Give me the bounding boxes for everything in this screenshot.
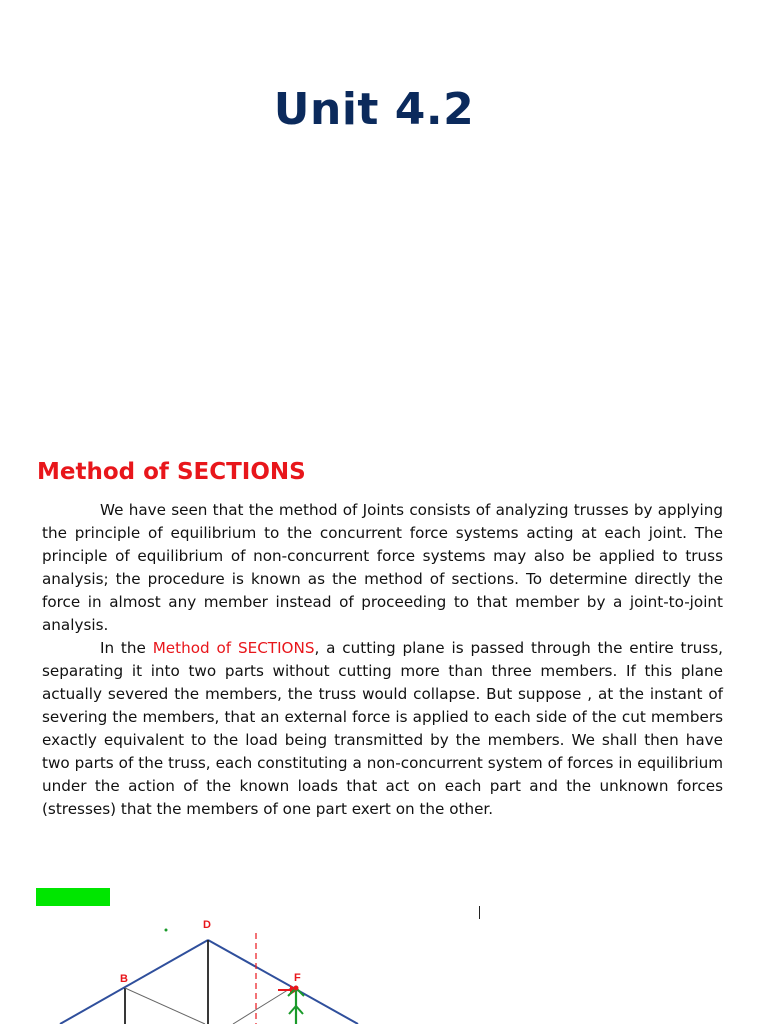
label-f: F [294, 972, 301, 984]
top-chord-left [60, 940, 208, 1024]
paragraph-joints: We have seen that the method of Joints consists of analyzing trusses by applying the principle of equilibrium to the concurrent force systems acting at each joint. The principle of equilibrium of non-concurrent force systems may also be applied to truss analysis; the procedure is known as the method of sections. To determine directly the force in almost any member instead of proceeding to that member by a joint-to-joint analysis. [42, 501, 723, 634]
joint-f-dot [294, 986, 299, 991]
truss-diagram [0, 900, 768, 1024]
method-of-sections-term: Method of SECTIONS [152, 639, 315, 657]
paragraph-sections [42, 637, 723, 821]
diagonal-member-f [233, 988, 291, 1024]
paragraph-sections-prefix: In the [100, 639, 153, 657]
label-b: B [120, 973, 128, 985]
section-heading: Method of SECTIONS [37, 459, 306, 485]
top-chord-right [208, 940, 358, 1024]
small-green-mark [165, 929, 168, 932]
diagonal-member-b [125, 988, 205, 1024]
paragraph-sections-rest: , a cutting plane is passed through the entire truss, separating it into two parts without cutting more than three members. If this plane actually severed the members, the truss would collapse. But suppose , at the instant of severing the members, that an external force is applied to each side of the cut members exactly equivalent to the load being transmitted by the members. We shall then have two parts of the truss, each constituting a non-concurrent system of forces in equilibrium under the action of the known loads that act on each part and the unknown forces (stresses) that the members of one part exert on the other. [42, 639, 723, 818]
label-d: D [203, 919, 211, 931]
unit-title: Unit 4.2 [273, 84, 475, 135]
body-text [42, 499, 723, 821]
